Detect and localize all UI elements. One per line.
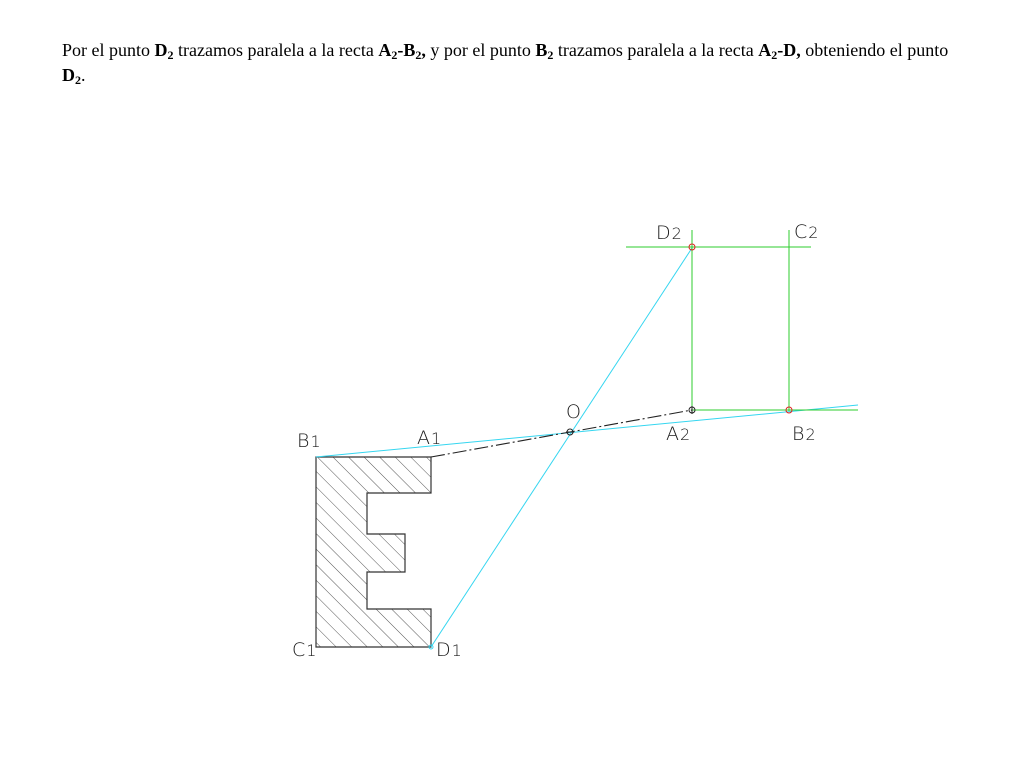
label-a2: A2 — [666, 423, 691, 445]
projection-line-d1-d2 — [431, 248, 692, 647]
label-c1: C1 — [292, 639, 317, 661]
label-d2: D2 — [656, 222, 682, 244]
hatched-e-shape — [316, 457, 431, 647]
label-o: O — [566, 401, 581, 423]
label-b2: B2 — [792, 423, 816, 445]
caption-text: Por el punto $D_2$ trazamos paralela a la recta $A_2-B_2$, y por el punto $B_2$ trazamos paralela a la recta $A_2-D$, obteniendo el punto $D_2$. — [62, 40, 949, 87]
label-b1: B1 — [297, 430, 321, 452]
dashed-line-a1-a2 — [431, 410, 692, 457]
label-d1: D1 — [436, 639, 462, 661]
label-a1: A1 — [417, 427, 442, 449]
projection-line-b1-b2 — [316, 405, 858, 457]
label-c2: C2 — [794, 221, 819, 243]
